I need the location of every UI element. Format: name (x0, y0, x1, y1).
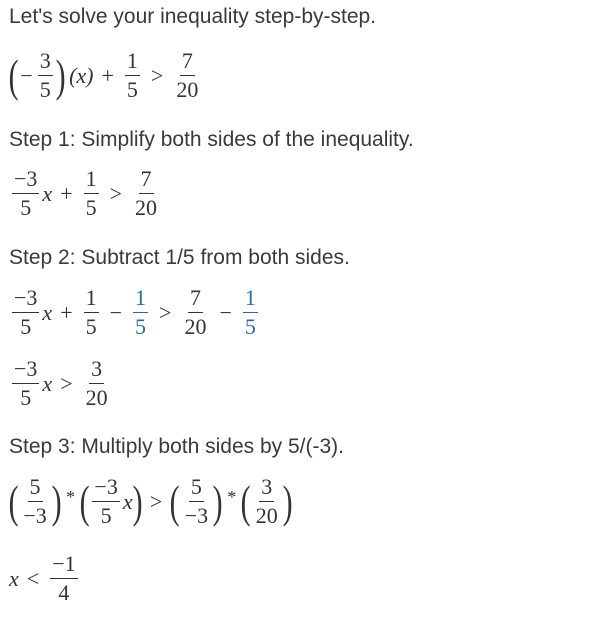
fraction: $\frac{3}{20}$ (255, 474, 278, 528)
problem-expression (9, 50, 203, 101)
fraction: $\frac{5}{-3}$ (184, 474, 209, 528)
subtracted-fraction: $\frac{1}{5}$ (244, 285, 256, 339)
greater-than-sign: > (149, 488, 163, 514)
variable: x (42, 180, 53, 206)
fraction: $\frac{3}{5}$ (39, 48, 51, 102)
step2-label: Step 2: Subtract 1/5 from both sides. (9, 246, 350, 269)
minus-sign: − (109, 299, 123, 325)
variable: x (122, 488, 133, 514)
plus-sign: + (101, 62, 114, 88)
step3-expression (9, 476, 292, 527)
result-expression (9, 553, 81, 604)
fraction: $\frac{7}{20}$ (184, 285, 207, 339)
right-paren: ) (132, 475, 143, 527)
fraction: $\frac{7}{20}$ (135, 166, 158, 220)
right-paren: ) (55, 49, 66, 101)
step2-expression-1 (9, 287, 261, 338)
right-paren: ) (51, 475, 62, 527)
greater-than-sign: > (109, 180, 123, 206)
fraction: $\frac{3}{20}$ (85, 356, 108, 410)
greater-than-sign: > (150, 62, 164, 88)
fraction: $\frac{-3}{5}$ (14, 356, 38, 410)
variable: x (9, 565, 19, 591)
fraction: $\frac{1}{5}$ (85, 166, 97, 220)
variable: (x) (69, 62, 94, 88)
left-paren: ( (8, 475, 19, 527)
greater-than-sign: > (159, 299, 172, 325)
plus-sign: + (60, 180, 73, 206)
greater-than-sign: > (60, 370, 73, 396)
fraction: $\frac{5}{-3}$ (23, 474, 47, 528)
left-paren: ( (241, 475, 252, 527)
fraction: $\frac{-3}{5}$ (14, 285, 38, 339)
multiply-sign: * (66, 487, 76, 507)
less-than-sign: < (26, 565, 40, 591)
subtracted-fraction: $\frac{1}{5}$ (135, 285, 147, 339)
variable: x (42, 370, 53, 396)
fraction: $\frac{-3}{5}$ (14, 166, 38, 220)
fraction: $\frac{7}{20}$ (176, 48, 199, 102)
minus-sign: − (219, 299, 232, 325)
fraction: $\frac{1}{5}$ (85, 285, 97, 339)
step2-expression-2 (9, 358, 113, 409)
fraction: $\frac{-1}{4}$ (52, 551, 76, 605)
minus-sign: − (20, 62, 33, 88)
variable: x (42, 299, 53, 325)
multiply-sign: * (227, 487, 237, 507)
step3-label: Step 3: Multiply both sides by 5/(-3). (9, 435, 344, 458)
step1-expression (9, 168, 162, 219)
left-paren: ( (170, 475, 180, 527)
left-paren: ( (8, 49, 19, 101)
step1-label: Step 1: Simplify both sides of the inequality. (9, 128, 414, 151)
intro-text: Let's solve your inequality step-by-step. (9, 5, 377, 28)
fraction: $\frac{1}{5}$ (126, 48, 138, 102)
plus-sign: + (60, 299, 73, 325)
fraction: $\frac{-3}{5}$ (94, 474, 118, 528)
left-paren: ( (79, 475, 90, 527)
right-paren: ) (212, 475, 223, 527)
right-paren: ) (282, 475, 293, 527)
